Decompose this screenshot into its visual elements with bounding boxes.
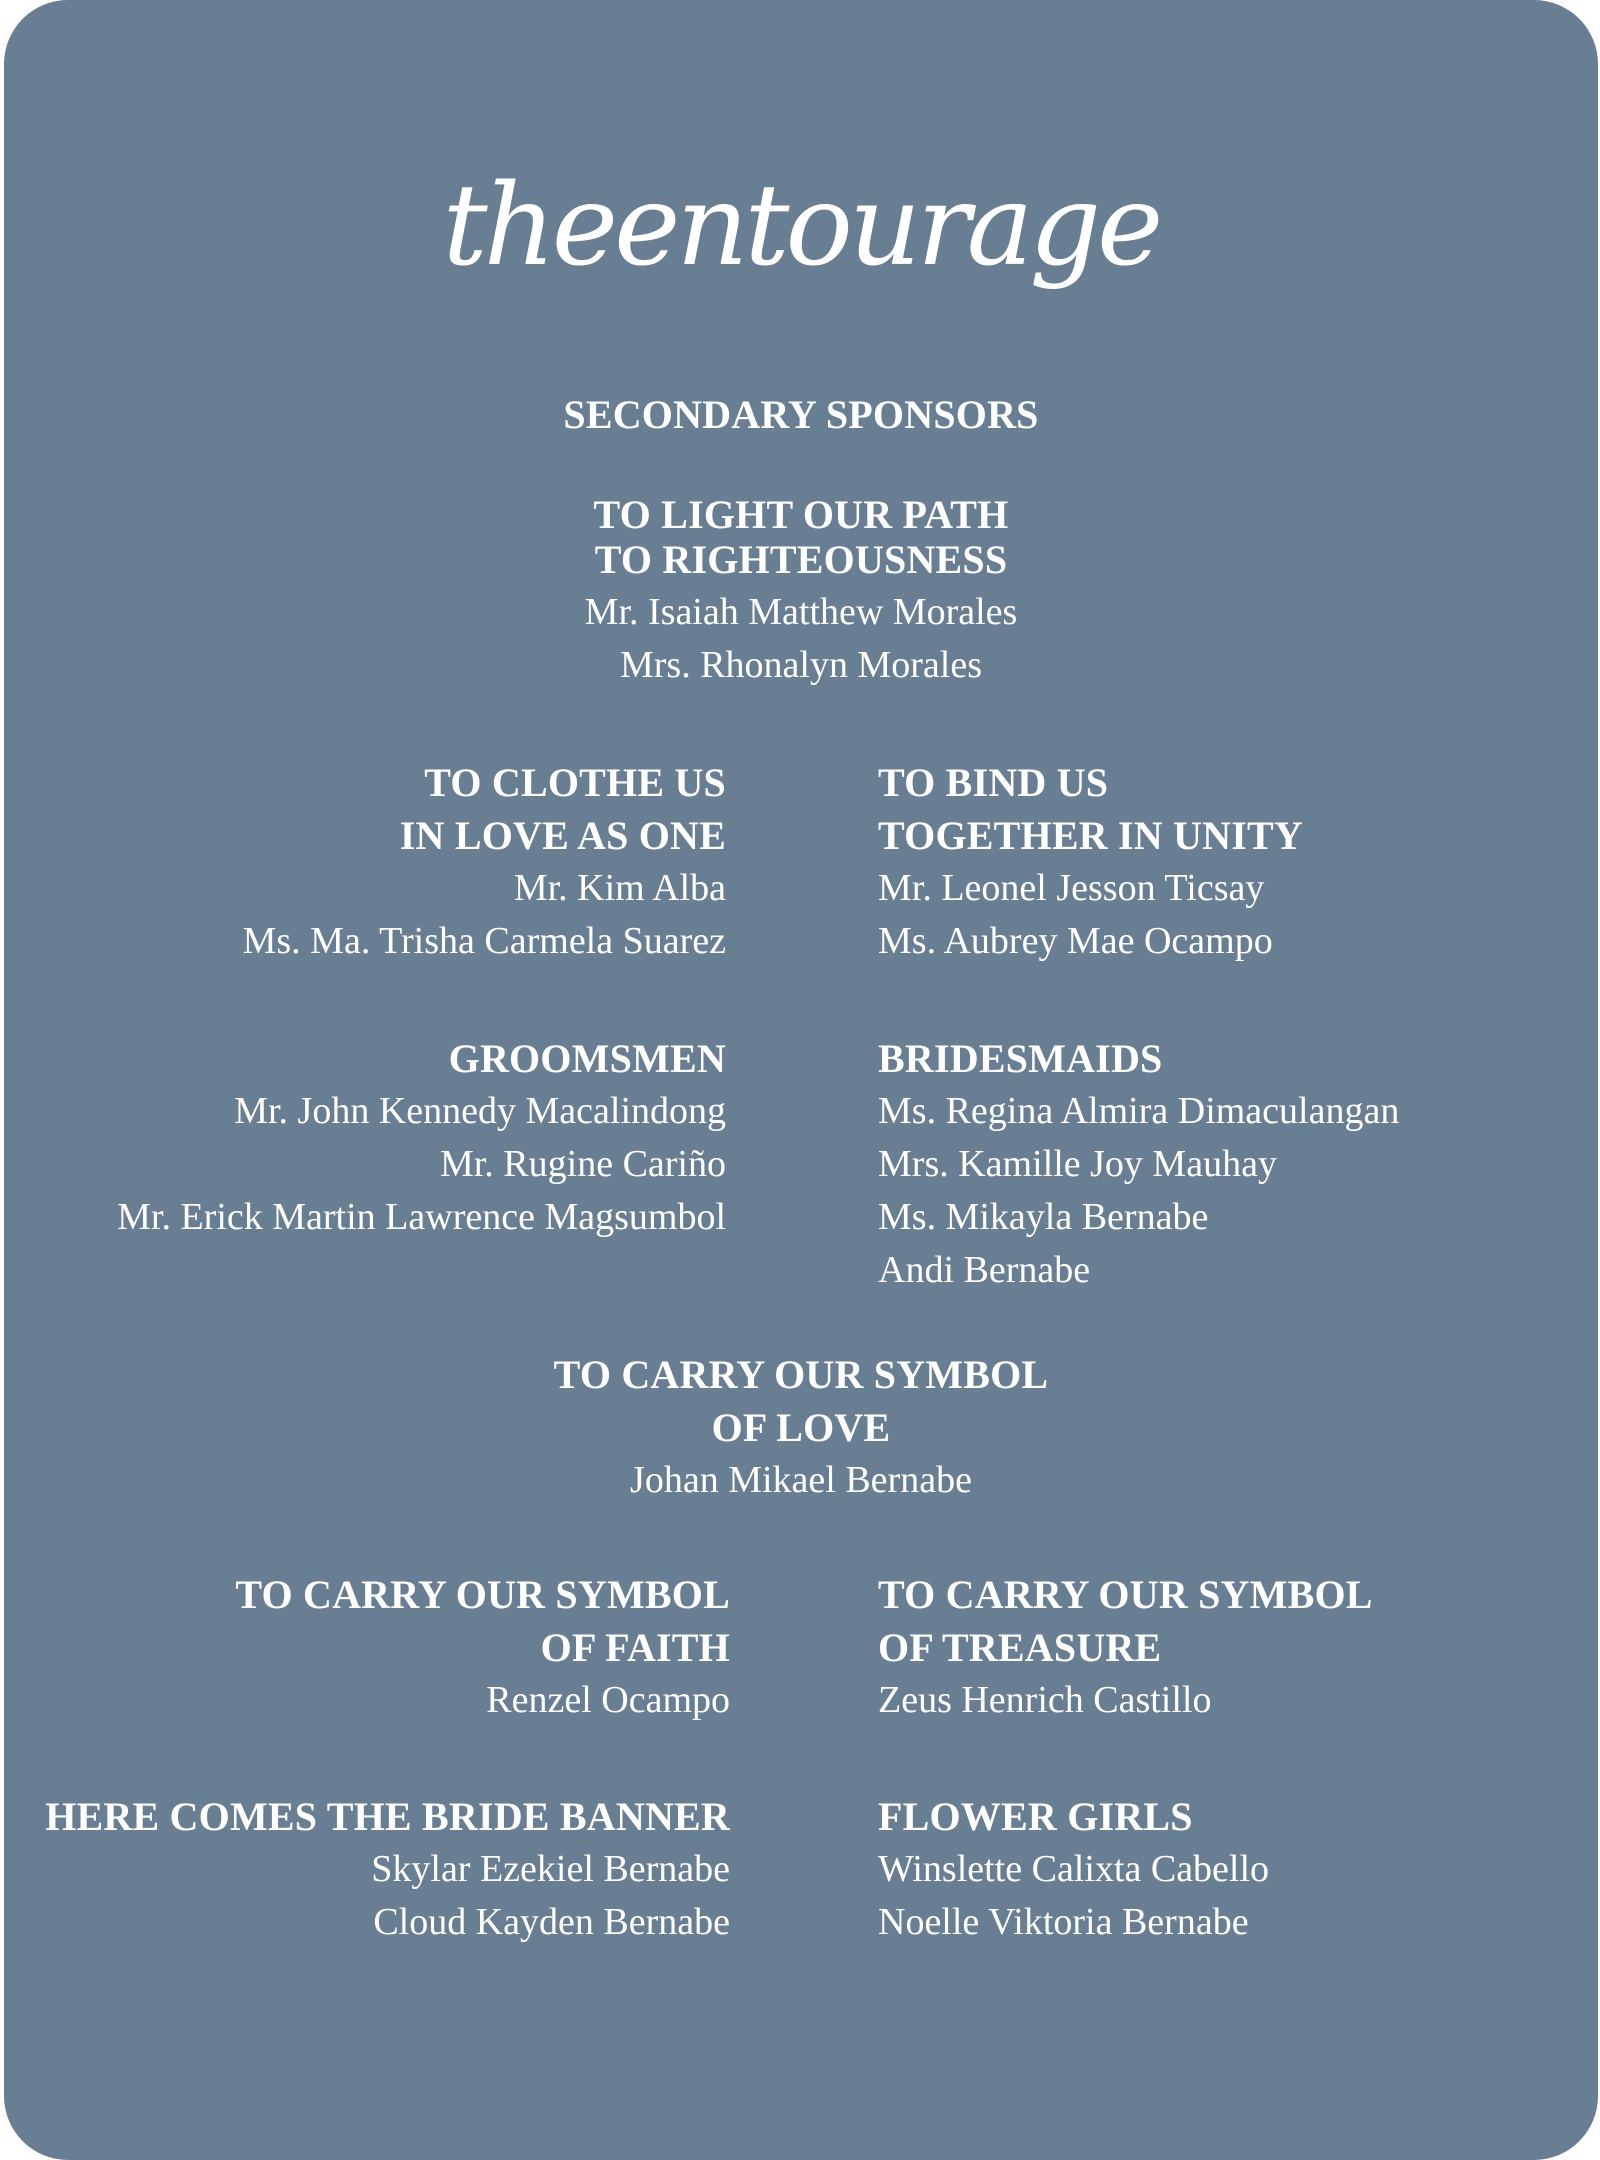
bind-section <box>878 756 1578 968</box>
symbol-love-name: Johan Mikael Bernabe <box>630 1459 972 1501</box>
bridesmaid-name: Mrs. Kamille Joy Mauhay <box>878 1143 1277 1185</box>
bridesmaids-section <box>878 1032 1578 1297</box>
flower-girls-section <box>878 1790 1578 1949</box>
groomsman-name: Mr. Rugine Cariño <box>439 1143 726 1185</box>
light-path-section <box>4 488 1598 692</box>
secondary-sponsors-heading: SECONDARY SPONSORS <box>563 392 1039 437</box>
clothe-heading-1: TO CLOTHE US <box>424 760 726 805</box>
symbol-love-section <box>4 1348 1598 1507</box>
bind-name: Ms. Aubrey Mae Ocampo <box>878 920 1273 962</box>
groomsmen-section <box>26 1032 726 1244</box>
bind-heading-1: TO BIND US <box>878 760 1109 805</box>
clothe-section <box>26 756 726 968</box>
symbol-love-heading-1: TO CARRY OUR SYMBOL <box>553 1352 1049 1397</box>
bridesmaid-name: Ms. Regina Almira Dimaculangan <box>878 1090 1400 1132</box>
symbol-treasure-heading-2: OF TREASURE <box>878 1625 1162 1670</box>
bride-banner-name: Cloud Kayden Bernabe <box>373 1901 730 1943</box>
clothe-name: Ms. Ma. Trisha Carmela Suarez <box>242 920 726 962</box>
flower-girl-name: Noelle Viktoria Bernabe <box>878 1901 1249 1943</box>
light-path-heading-1: TO LIGHT OUR PATH <box>593 492 1009 537</box>
clothe-heading-2: IN LOVE AS ONE <box>399 813 726 858</box>
clothe-name: Mr. Kim Alba <box>513 867 726 909</box>
symbol-treasure-name: Zeus Henrich Castillo <box>878 1679 1212 1721</box>
bridesmaids-heading: BRIDESMAIDS <box>878 1036 1163 1081</box>
symbol-treasure-heading-1: TO CARRY OUR SYMBOL <box>878 1572 1373 1617</box>
groomsmen-heading: GROOMSMEN <box>448 1036 726 1081</box>
flower-girls-heading: FLOWER GIRLS <box>878 1794 1193 1839</box>
symbol-faith-heading-1: TO CARRY OUR SYMBOL <box>235 1572 730 1617</box>
flower-girl-name: Winslette Calixta Cabello <box>878 1848 1270 1890</box>
bride-banner-name: Skylar Ezekiel Bernabe <box>371 1848 730 1890</box>
groomsman-name: Mr. Erick Martin Lawrence Magsumbol <box>117 1196 726 1238</box>
bridesmaid-name: Ms. Mikayla Bernabe <box>878 1196 1209 1238</box>
bridesmaid-name: Andi Bernabe <box>878 1249 1091 1291</box>
light-path-heading-2: TO RIGHTEOUSNESS <box>594 537 1008 582</box>
symbol-treasure-section <box>878 1568 1578 1727</box>
groomsman-name: Mr. John Kennedy Macalindong <box>234 1090 726 1132</box>
symbol-love-heading-2: OF LOVE <box>711 1405 891 1450</box>
symbol-faith-section <box>30 1568 730 1727</box>
bride-banner-heading: HERE COMES THE BRIDE BANNER <box>45 1794 730 1839</box>
bride-banner-section <box>30 1790 730 1949</box>
symbol-faith-heading-2: OF FAITH <box>540 1625 730 1670</box>
bind-heading-2: TOGETHER IN UNITY <box>878 813 1303 858</box>
bind-name: Mr. Leonel Jesson Ticsay <box>878 867 1265 909</box>
entourage-title: theentourage <box>442 161 1160 291</box>
entourage-card <box>4 0 1598 2160</box>
symbol-faith-name: Renzel Ocampo <box>486 1679 730 1721</box>
light-path-name: Mr. Isaiah Matthew Morales <box>584 591 1018 633</box>
light-path-name: Mrs. Rhonalyn Morales <box>619 644 983 686</box>
